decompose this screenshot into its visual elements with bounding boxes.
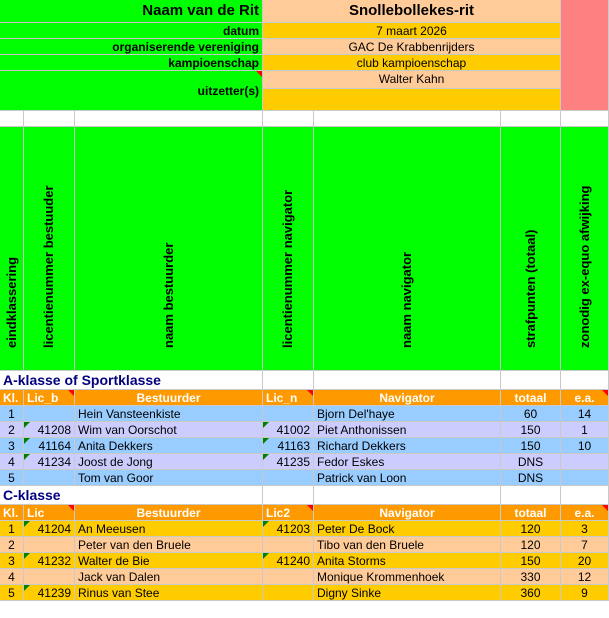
section-c-title: C-klasse — [0, 486, 263, 505]
header-navigator[interactable]: Navigator — [314, 390, 501, 406]
col-header-driver — [75, 127, 263, 371]
spacer-cell[interactable] — [0, 111, 24, 127]
section-a-blank[interactable] — [263, 371, 314, 390]
cell-navigator[interactable]: Bjorn Del'haye — [314, 406, 501, 422]
cell-ea[interactable]: 10 — [561, 438, 609, 454]
cell-kl[interactable]: 1 — [0, 521, 24, 537]
cell-ea[interactable]: 3 — [561, 521, 609, 537]
cell-lic-b[interactable] — [24, 470, 75, 486]
cell-lic-n[interactable] — [263, 585, 314, 601]
setter-value-extra[interactable] — [263, 89, 561, 111]
cell-lic-n[interactable] — [263, 569, 314, 585]
cell-lic-b[interactable]: 41164 — [24, 438, 75, 454]
section-a-blank[interactable] — [561, 371, 609, 390]
cell-totaal[interactable]: DNS — [501, 454, 561, 470]
cell-bestuurder[interactable]: Anita Dekkers — [75, 438, 263, 454]
spacer-cell[interactable] — [561, 111, 609, 127]
section-a-title: A-klasse of Sportklasse — [0, 371, 263, 390]
cell-ea[interactable]: 14 — [561, 406, 609, 422]
col-header-lic-navigator-text: licentienummer navigator — [280, 189, 295, 348]
cell-totaal[interactable]: DNS — [501, 470, 561, 486]
cell-lic-b[interactable]: 41239 — [24, 585, 75, 601]
header-kl[interactable]: Kl. — [0, 390, 24, 406]
cell-bestuurder[interactable]: Wim van Oorschot — [75, 422, 263, 438]
cell-ea[interactable]: 1 — [561, 422, 609, 438]
cell-lic-b[interactable]: 41232 — [24, 553, 75, 569]
cell-lic-n[interactable]: 41240 — [263, 553, 314, 569]
header-ea[interactable]: e.a. — [561, 505, 609, 521]
event-name-label: Naam van de Rit — [0, 0, 263, 23]
cell-lic-n[interactable] — [263, 470, 314, 486]
section-c-blank[interactable] — [263, 486, 314, 505]
cell-lic-b[interactable]: 41204 — [24, 521, 75, 537]
cell-kl[interactable]: 4 — [0, 569, 24, 585]
date-label: datum — [0, 23, 263, 39]
cell-kl[interactable]: 1 — [0, 406, 24, 422]
col-header-tiebreak-text: zonodig ex-equo afwijking — [576, 185, 592, 348]
cell-ea[interactable]: 9 — [561, 585, 609, 601]
cell-kl[interactable]: 2 — [0, 422, 24, 438]
header-driver[interactable]: Bestuurder — [75, 390, 263, 406]
cell-kl[interactable]: 3 — [0, 438, 24, 454]
cell-ea[interactable] — [561, 470, 609, 486]
spacer-cell[interactable] — [314, 111, 501, 127]
date-value[interactable]: 7 maart 2026 — [263, 23, 561, 39]
cell-lic-n[interactable]: 41163 — [263, 438, 314, 454]
header-lic-driver[interactable]: Lic — [24, 505, 75, 521]
cell-kl[interactable]: 4 — [0, 454, 24, 470]
cell-navigator[interactable]: Anita Storms — [314, 553, 501, 569]
cell-navigator[interactable]: Digny Sinke — [314, 585, 501, 601]
cell-bestuurder[interactable]: Joost de Jong — [75, 454, 263, 470]
cell-navigator[interactable]: Monique Krommenhoek — [314, 569, 501, 585]
spacer-cell[interactable] — [501, 111, 561, 127]
cell-navigator[interactable]: Peter De Bock — [314, 521, 501, 537]
cell-totaal[interactable]: 150 — [501, 553, 561, 569]
setter-value[interactable]: Walter Kahn — [263, 71, 561, 89]
cell-navigator[interactable]: Richard Dekkers — [314, 438, 501, 454]
col-header-rank-text: eindklassering — [3, 256, 19, 348]
col-header-navigator — [314, 127, 501, 371]
header-driver[interactable]: Bestuurder — [75, 505, 263, 521]
cell-totaal[interactable]: 150 — [501, 422, 561, 438]
col-header-penalty-text: strafpunten (totaal) — [522, 229, 538, 348]
header-total[interactable]: totaal — [501, 390, 561, 406]
col-header-navigator-text: naam navigator — [399, 251, 414, 348]
cell-lic-b[interactable]: 41208 — [24, 422, 75, 438]
cell-ea[interactable]: 12 — [561, 569, 609, 585]
section-c-blank[interactable] — [314, 486, 501, 505]
cell-navigator[interactable]: Tibo van den Bruele — [314, 537, 501, 553]
cell-bestuurder[interactable]: Jack van Dalen — [75, 569, 263, 585]
cell-bestuurder[interactable]: Hein Vansteenkiste — [75, 406, 263, 422]
cell-lic-n[interactable]: 41002 — [263, 422, 314, 438]
cell-ea[interactable] — [561, 454, 609, 470]
setter-label: uitzetter(s) — [0, 71, 263, 111]
cell-totaal[interactable]: 60 — [501, 406, 561, 422]
cell-bestuurder[interactable]: Peter van den Bruele — [75, 537, 263, 553]
cell-navigator[interactable]: Patrick van Loon — [314, 470, 501, 486]
cell-bestuurder[interactable]: Rinus van Stee — [75, 585, 263, 601]
cell-navigator[interactable]: Fedor Eskes — [314, 454, 501, 470]
header-total[interactable]: totaal — [501, 505, 561, 521]
cell-bestuurder[interactable]: An Meeusen — [75, 521, 263, 537]
header-lic-driver[interactable]: Lic_b — [24, 390, 75, 406]
header-side-block — [561, 0, 609, 111]
cell-lic-n[interactable]: 41235 — [263, 454, 314, 470]
championship-label: kampioenschap — [0, 55, 263, 71]
header-ea[interactable]: e.a. — [561, 390, 609, 406]
event-name-value[interactable]: Snollebollekes-rit — [263, 0, 561, 23]
header-navigator[interactable]: Navigator — [314, 505, 501, 521]
cell-lic-b[interactable] — [24, 569, 75, 585]
header-lic-navigator[interactable]: Lic2 — [263, 505, 314, 521]
organizer-label: organiserende vereniging — [0, 39, 263, 55]
cell-ea[interactable]: 7 — [561, 537, 609, 553]
cell-kl[interactable]: 2 — [0, 537, 24, 553]
cell-lic-n[interactable]: 41203 — [263, 521, 314, 537]
cell-navigator[interactable]: Piet Anthonissen — [314, 422, 501, 438]
col-header-lic-driver — [24, 127, 75, 371]
cell-totaal[interactable]: 150 — [501, 438, 561, 454]
cell-lic-n[interactable] — [263, 537, 314, 553]
championship-value[interactable]: club kampioenschap — [263, 55, 561, 71]
cell-bestuurder[interactable]: Walter de Bie — [75, 553, 263, 569]
section-c-blank[interactable] — [501, 486, 561, 505]
cell-kl[interactable]: 5 — [0, 585, 24, 601]
spacer-cell[interactable] — [24, 111, 75, 127]
cell-ea[interactable]: 20 — [561, 553, 609, 569]
cell-totaal[interactable]: 330 — [501, 569, 561, 585]
organizer-value[interactable]: GAC De Krabbenrijders — [263, 39, 561, 55]
col-header-driver-text: naam bestuurder — [160, 242, 176, 348]
cell-bestuurder[interactable]: Tom van Goor — [75, 470, 263, 486]
header-kl[interactable]: Kl. — [0, 505, 24, 521]
cell-kl[interactable]: 3 — [0, 553, 24, 569]
col-header-lic-driver-text: licentienummer bestuuder — [41, 185, 56, 348]
col-header-rank — [0, 127, 24, 371]
col-header-penalty — [501, 127, 561, 371]
cell-lic-n[interactable] — [263, 406, 314, 422]
section-a-blank[interactable] — [501, 371, 561, 390]
cell-totaal[interactable]: 120 — [501, 537, 561, 553]
header-lic-navigator[interactable]: Lic_n — [263, 390, 314, 406]
spacer-cell[interactable] — [263, 111, 314, 127]
col-header-lic-navigator — [263, 127, 314, 371]
cell-lic-b[interactable] — [24, 537, 75, 553]
cell-totaal[interactable]: 120 — [501, 521, 561, 537]
section-c-blank[interactable] — [561, 486, 609, 505]
cell-totaal[interactable]: 360 — [501, 585, 561, 601]
cell-lic-b[interactable]: 41234 — [24, 454, 75, 470]
col-header-tiebreak — [561, 127, 609, 371]
spacer-cell[interactable] — [75, 111, 263, 127]
cell-lic-b[interactable] — [24, 406, 75, 422]
section-a-blank[interactable] — [314, 371, 501, 390]
cell-kl[interactable]: 5 — [0, 470, 24, 486]
